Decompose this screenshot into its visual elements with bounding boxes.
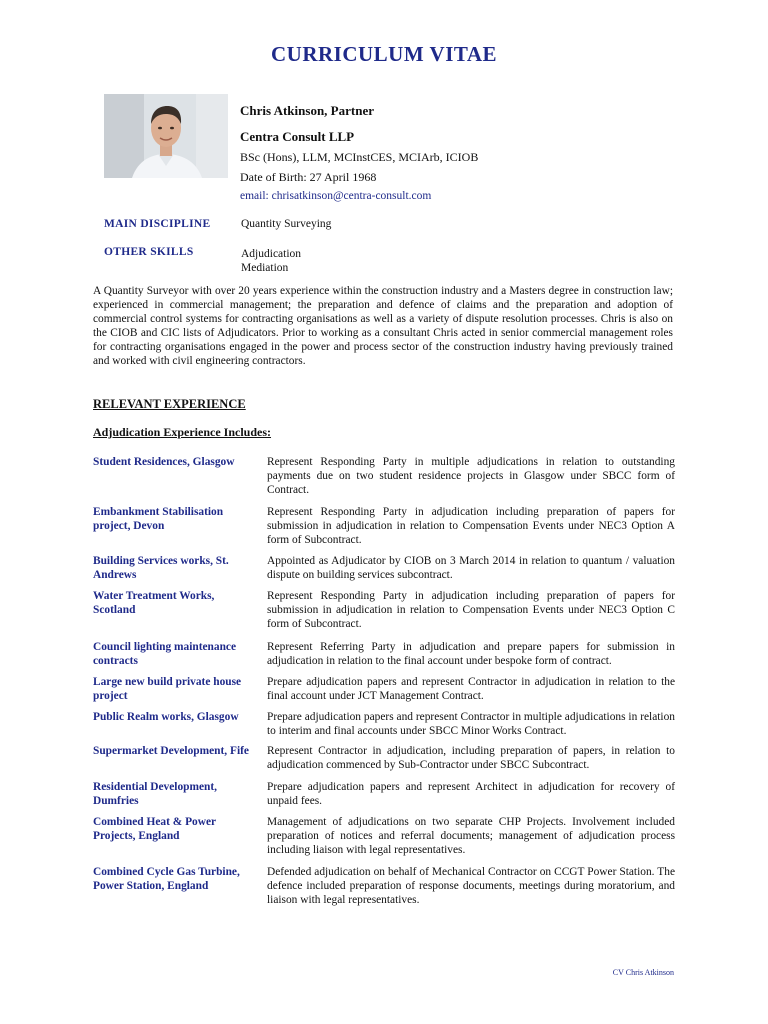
project-name: Public Realm works, Glasgow	[93, 710, 239, 723]
experience-row	[93, 555, 675, 583]
project-description: Represent Responding Party in adjudication including preparation of papers for submission in adjudication in relation to Compensation Events under NEC3 Option A form of Subcontract.	[267, 505, 675, 546]
project-description: Represent Responding Party in adjudication including preparation of papers for submission in adjudication in relation to Compensation Events under NEC3 Option C form of Subcontract.	[267, 590, 675, 631]
project-name: Combined Cycle Gas Turbine, Power Station, England	[93, 865, 240, 892]
profile-header	[240, 103, 478, 202]
project-description: Defended adjudication on behalf of Mechanical Contractor on CCGT Power Station. The defence included preparation of response documents, meetings during moratorium, and liaison with legal representatives.	[267, 865, 675, 906]
person-name: Chris Atkinson, Partner	[240, 103, 374, 118]
project-description: Represent Referring Party in adjudication and prepare papers for submission in adjudication in relation to the final account under bespoke form of contract.	[267, 640, 675, 667]
project-description: Management of adjudications on two separate CHP Projects. Involvement included preparation of notices and referral documents; management of adjudication process including liaison with legal representatives.	[267, 816, 675, 856]
project-name: Council lighting maintenance contracts	[93, 640, 237, 667]
skill-item: Adjudication	[241, 248, 302, 260]
main-discipline-value: Quantity Surveying	[241, 218, 332, 230]
project-description: Prepare adjudication papers and represent Contractor in multiple adjudications in relation to interim and final accounts under SBCC Minor Works Contract.	[267, 710, 675, 737]
other-skills-label: OTHER SKILLS	[104, 246, 194, 258]
project-description: Prepare adjudication papers and represent Contractor in adjudication in relation to the final account under JCT Management Contract.	[267, 675, 675, 702]
skill-item: Mediation	[241, 262, 289, 274]
experience-row	[93, 590, 675, 632]
project-name: Combined Heat & Power Projects, England	[93, 816, 216, 842]
profile-summary: A Quantity Surveyor with over 20 years experience within the construction industry and a Masters degree in construction law; experienced in commercial management; the preparation and defence of claims and the preparation and adoption of commercial control systems for contracting organisations as well as a variety of dispute resolution processes. Chris is also on the CIOB and CIC lists of Adjudicators. Prior to working as a consultant Chris acted in senior commercial management roles for contracting organisations engaged in the power and process sector of the construction industry having previously trained and worked with civil engineering contractors.	[93, 285, 673, 368]
experience-row	[93, 781, 675, 809]
main-discipline-label: MAIN DISCIPLINE	[104, 218, 211, 230]
project-name: Residential Development, Dumfries	[93, 781, 218, 808]
page-title: CURRICULUM VITAE	[271, 42, 497, 66]
section-heading: RELEVANT EXPERIENCE	[93, 397, 246, 411]
experience-row	[93, 711, 675, 739]
other-skills-list	[241, 247, 301, 275]
project-name: Building Services works, St. Andrews	[93, 555, 229, 582]
profile-photo	[104, 94, 228, 178]
experience-row	[93, 456, 675, 498]
qualifications: BSc (Hons), LLM, MCInstCES, MCIArb, ICIOB	[240, 150, 479, 164]
firm-name: Centra Consult LLP	[240, 129, 355, 144]
portrait-image	[104, 94, 228, 178]
experience-row	[93, 676, 675, 704]
email-link[interactable]: email: chrisatkinson@centra-consult.com	[240, 190, 432, 202]
project-name: Large new build private house project	[93, 675, 242, 702]
project-name: Supermarket Development, Fife	[93, 745, 249, 758]
project-name: Student Residences, Glasgow	[93, 456, 235, 468]
experience-row	[93, 745, 675, 773]
experience-list	[93, 456, 675, 907]
date-of-birth: Date of Birth: 27 April 1968	[240, 170, 377, 184]
project-description: Represent Responding Party in multiple adjudications in relation to outstanding payments due on two student residence projects in Glasgow under SBCC form of Contract.	[267, 456, 675, 496]
page-footer: CV Chris Atkinson	[612, 968, 674, 977]
project-description: Prepare adjudication papers and represent Architect in adjudication for recovery of unpaid fees.	[267, 781, 675, 808]
experience-row	[93, 866, 675, 908]
experience-row	[93, 641, 675, 669]
project-name: Water Treatment Works, Scotland	[93, 590, 215, 617]
sub-heading: Adjudication Experience Includes:	[93, 425, 272, 439]
project-description: Appointed as Adjudicator by CIOB on 3 March 2014 in relation to quantum / valuation dispute on building services subcontract.	[267, 555, 675, 582]
project-description: Represent Contractor in adjudication, including preparation of papers, in relation to adjudication commenced by Sub-Contractor under SBCC Subcontract.	[267, 745, 675, 772]
experience-row	[93, 816, 675, 858]
experience-row	[93, 506, 675, 548]
project-name: Embankment Stabilisation project, Devon	[93, 505, 224, 532]
